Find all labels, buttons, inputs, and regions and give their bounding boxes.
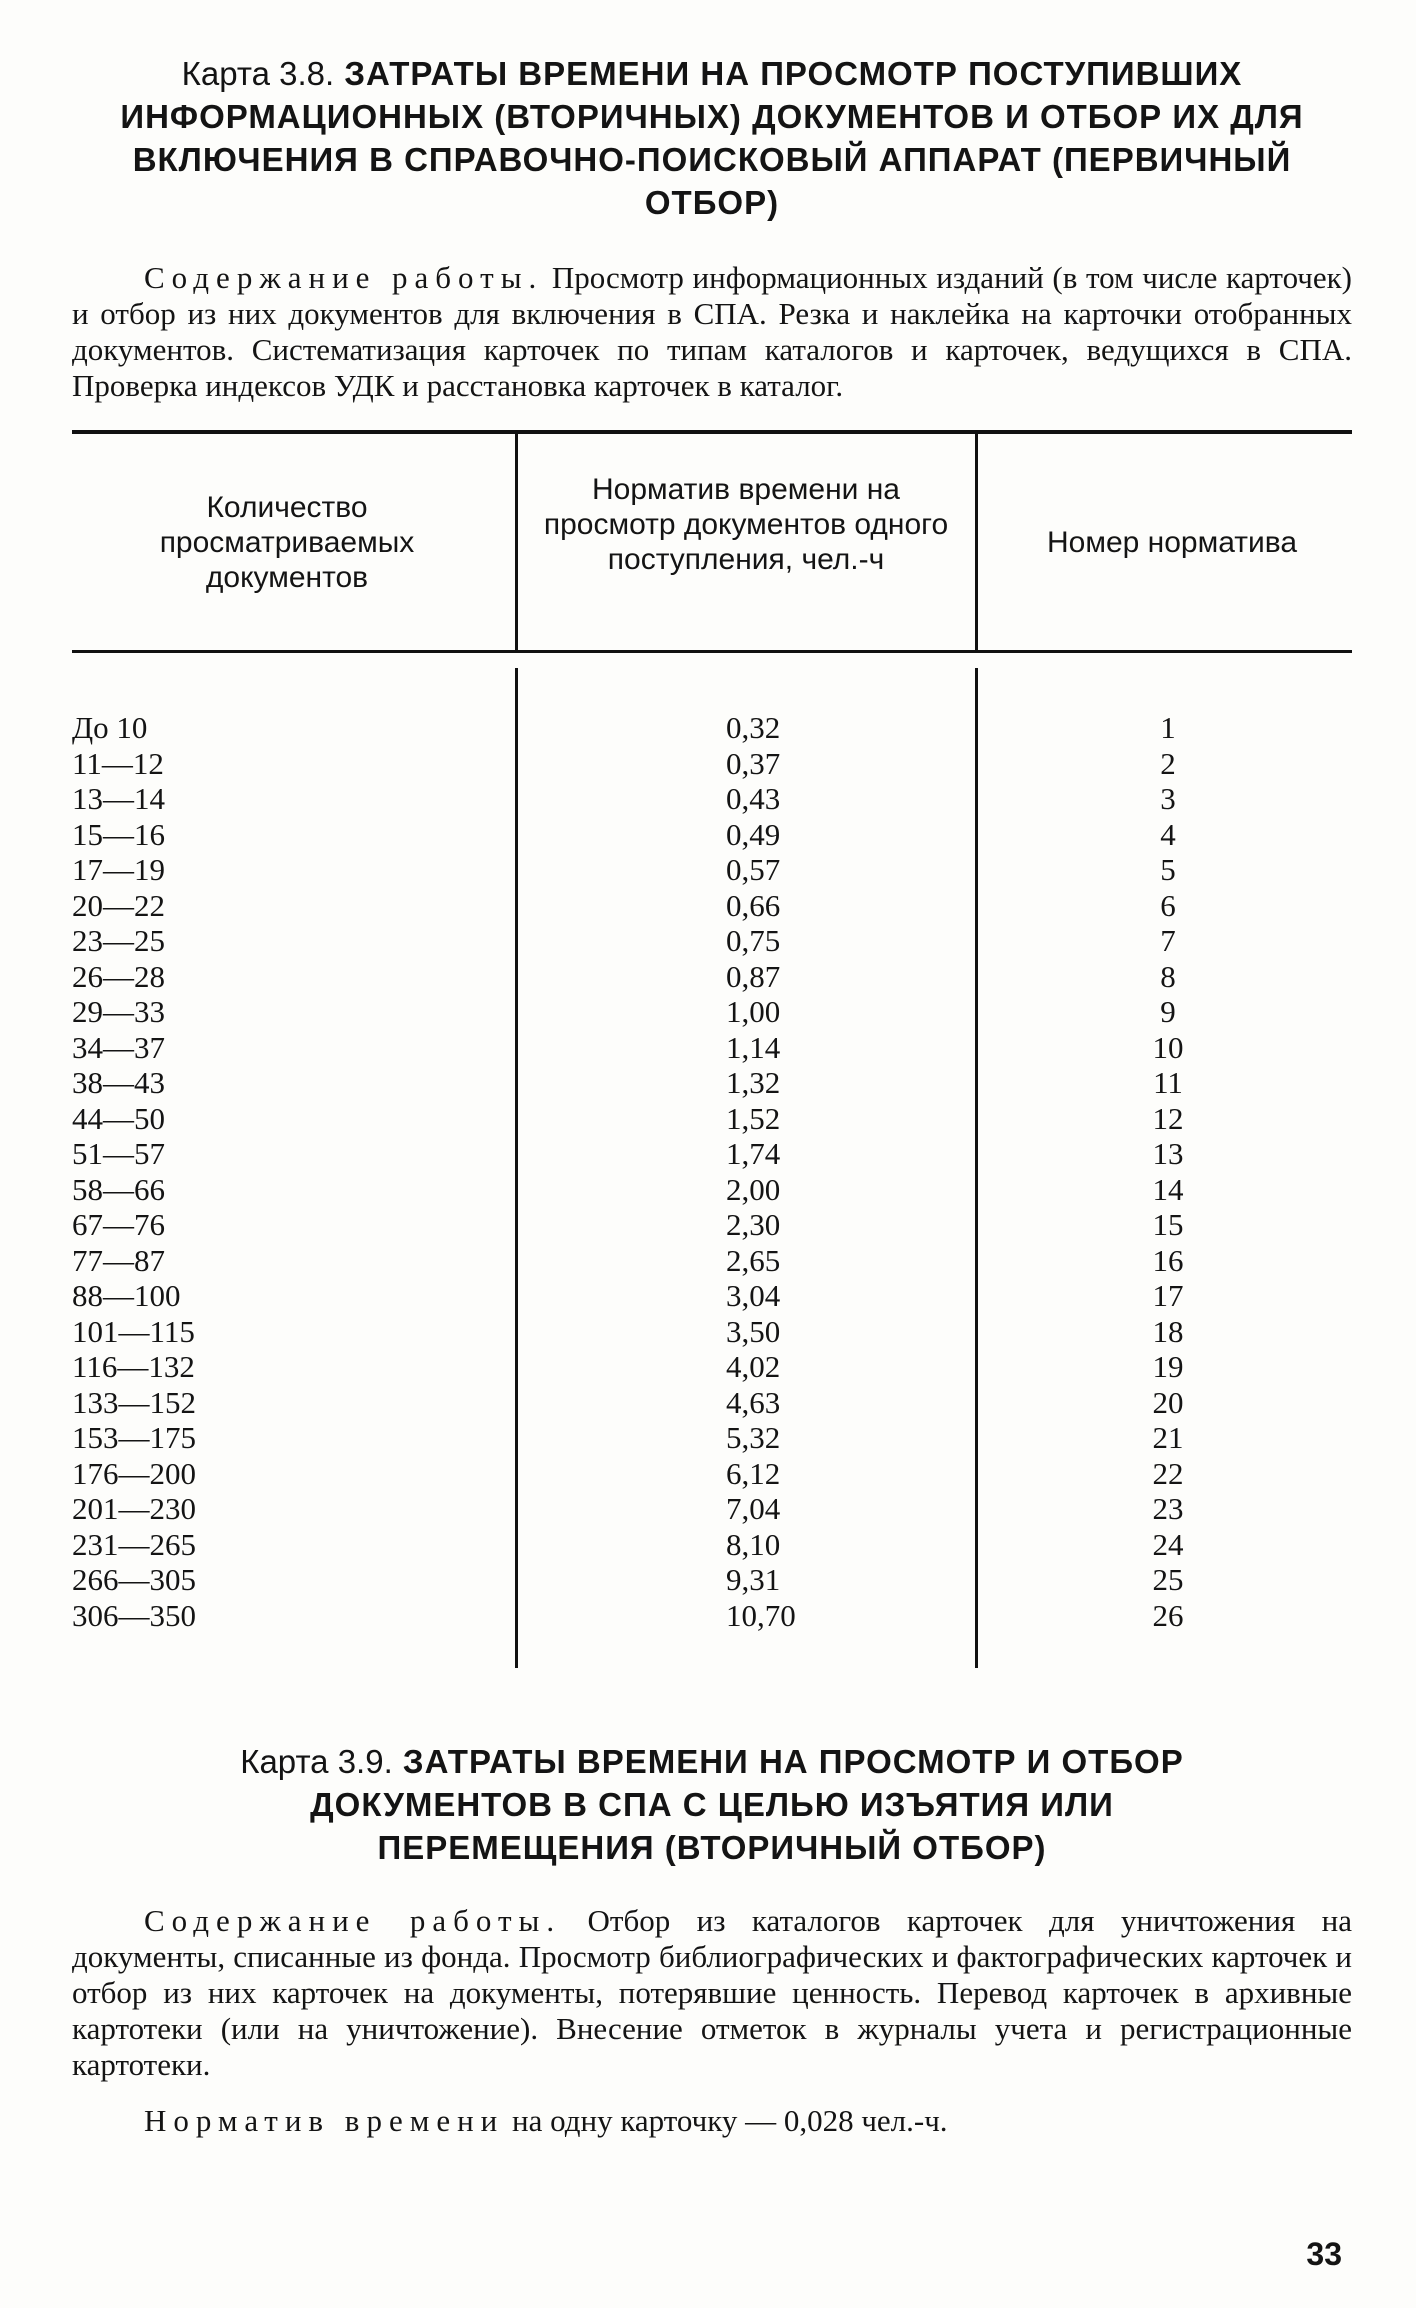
card-3-9-content-label: Содержание работы. — [144, 1903, 562, 1938]
cell-number: 10 — [1152, 1029, 1184, 1065]
cell-range: 77—87 — [72, 1242, 165, 1278]
norms-table — [72, 430, 1352, 1670]
card-3-9-norm-label: Норматив времени — [144, 2103, 505, 2138]
table-row — [72, 1065, 1352, 1101]
cell-norm: 8,10 — [726, 1526, 781, 1562]
card-3-9-norm-text: на одну карточку — 0,028 чел.-ч. — [512, 2103, 948, 2138]
cell-number: 6 — [1160, 887, 1176, 923]
cell-norm: 0,75 — [726, 923, 781, 958]
card-3-9-content-text: Отбор из каталогов карточек для уничтожения на документы, списанные из фонда. Просмотр библиографических и фактографических карточек и отбор из них карточек на документы, потерявшие ценность. Перевод карточек в архивные картотеки (или на уничтожение). Внесение отметок в журналы учета и регистрационные картотеки. — [72, 1903, 1353, 2082]
cell-range: 306—350 — [72, 1597, 196, 1633]
card-3-8-title — [72, 52, 1352, 224]
cell-number: 3 — [1160, 781, 1176, 816]
cell-range: 15—16 — [72, 816, 165, 852]
table-row — [72, 959, 1352, 995]
cell-number: 15 — [1152, 1207, 1184, 1242]
cell-norm: 0,43 — [726, 781, 781, 816]
cell-number: 8 — [1160, 958, 1176, 994]
table-row — [72, 710, 1352, 746]
table-row — [72, 1172, 1352, 1208]
table-row — [72, 1243, 1352, 1279]
cell-number: 14 — [1152, 1171, 1184, 1207]
table-row — [72, 1136, 1352, 1172]
cell-norm: 0,87 — [726, 958, 781, 994]
cell-norm: 1,52 — [726, 1100, 781, 1136]
table-top-rule — [72, 430, 1352, 434]
header-quantity: Количество просматриваемых документов — [159, 491, 415, 594]
cell-number: 11 — [1153, 1065, 1183, 1100]
table-row — [72, 888, 1352, 924]
cell-norm: 3,50 — [726, 1313, 781, 1349]
table-row — [72, 852, 1352, 888]
cell-range: 201—230 — [72, 1491, 196, 1526]
table-row — [72, 1420, 1352, 1456]
header-number: Номер норматива — [1046, 526, 1298, 559]
cell-range: 11—12 — [72, 745, 164, 781]
card-3-9 — [72, 1740, 1352, 2139]
table-row — [72, 781, 1352, 817]
header-norm: Норматив времени на просмотр документов одного поступления, чел.-ч — [543, 473, 949, 576]
cell-number: 18 — [1152, 1313, 1184, 1349]
table-row — [72, 1527, 1352, 1563]
table-row — [72, 1562, 1352, 1598]
cell-range: 17—19 — [72, 852, 165, 887]
cell-norm: 0,37 — [726, 745, 781, 781]
cell-norm: 3,04 — [726, 1278, 781, 1313]
cell-range: 176—200 — [72, 1455, 196, 1491]
cell-norm: 2,65 — [726, 1242, 781, 1278]
table-row — [72, 923, 1352, 959]
cell-range: 231—265 — [72, 1526, 196, 1562]
cell-number: 24 — [1152, 1526, 1184, 1562]
page-number: 33 — [1306, 2236, 1342, 2272]
cell-range: 153—175 — [72, 1420, 196, 1455]
table-row — [72, 1456, 1352, 1492]
cell-number: 7 — [1160, 923, 1176, 958]
cell-number: 2 — [1160, 745, 1176, 781]
table-row — [72, 1278, 1352, 1314]
table-row — [72, 746, 1352, 782]
card-3-9-title-lead: Карта 3.9. — [240, 1743, 393, 1780]
cell-number: 5 — [1160, 852, 1176, 887]
cell-norm: 0,66 — [726, 887, 781, 923]
cell-range: 20—22 — [72, 887, 165, 923]
cell-norm: 1,00 — [726, 994, 781, 1029]
cell-number: 20 — [1152, 1384, 1184, 1420]
cell-number: 19 — [1152, 1349, 1184, 1384]
cell-norm: 10,70 — [726, 1597, 796, 1633]
card-3-9-title-text: ЗАТРАТЫ ВРЕМЕНИ НА ПРОСМОТР И ОТБОР ДОКУМЕНТОВ В СПА С ЦЕЛЬЮ ИЗЪЯТИЯ ИЛИ ПЕРЕМЕЩЕНИЯ (ВТОРИЧНЫЙ ОТБОР) — [310, 1743, 1184, 1866]
cell-range: До 10 — [72, 710, 148, 745]
table-row — [72, 994, 1352, 1030]
cell-range: 51—57 — [72, 1136, 165, 1171]
cell-range: 101—115 — [72, 1313, 195, 1349]
cell-number: 17 — [1152, 1278, 1184, 1313]
cell-range: 26—28 — [72, 958, 165, 994]
table-row — [72, 1314, 1352, 1350]
cell-norm: 9,31 — [726, 1562, 781, 1597]
cell-norm: 6,12 — [726, 1455, 781, 1491]
cell-norm: 5,32 — [726, 1420, 781, 1455]
cell-number: 22 — [1152, 1455, 1184, 1491]
cell-number: 26 — [1152, 1597, 1184, 1633]
page — [72, 52, 1352, 2139]
cell-range: 38—43 — [72, 1065, 165, 1100]
table-row — [72, 1207, 1352, 1243]
cell-range: 88—100 — [72, 1278, 181, 1313]
cell-number: 13 — [1152, 1136, 1184, 1171]
cell-number: 23 — [1152, 1491, 1184, 1526]
header-divider-1 — [515, 434, 518, 650]
cell-norm: 0,32 — [726, 710, 781, 745]
cell-range: 133—152 — [72, 1384, 196, 1420]
table-row — [72, 1101, 1352, 1137]
cell-range: 58—66 — [72, 1171, 165, 1207]
table-body — [72, 710, 1352, 1633]
cell-number: 9 — [1160, 994, 1176, 1029]
cell-norm: 4,02 — [726, 1349, 781, 1384]
cell-norm: 1,32 — [726, 1065, 781, 1100]
cell-range: 44—50 — [72, 1100, 165, 1136]
cell-number: 16 — [1152, 1242, 1184, 1278]
cell-range: 266—305 — [72, 1562, 196, 1597]
cell-number: 4 — [1160, 816, 1176, 852]
cell-number: 12 — [1152, 1100, 1184, 1136]
cell-number: 21 — [1152, 1420, 1184, 1455]
cell-range: 13—14 — [72, 781, 165, 816]
table-row — [72, 817, 1352, 853]
card-3-8-content — [72, 260, 1352, 404]
table-row — [72, 1385, 1352, 1421]
cell-range: 34—37 — [72, 1029, 165, 1065]
cell-norm: 1,74 — [726, 1136, 781, 1171]
cell-range: 23—25 — [72, 923, 165, 958]
cell-range: 67—76 — [72, 1207, 165, 1242]
header-divider-2 — [975, 434, 978, 650]
cell-number: 25 — [1152, 1562, 1184, 1597]
card-3-8-content-text: Просмотр информационных изданий (в том числе карточек) и отбор из них документов для включения в СПА. Резка и наклейка на карточки отобранных документов. Систематизация карточек по типам каталогов и карточек, ведущихся в СПА. Проверка индексов УДК и расстановка карточек в каталог. — [72, 260, 1353, 403]
cell-norm: 0,49 — [726, 816, 781, 852]
cell-number: 1 — [1160, 710, 1176, 745]
cell-range: 29—33 — [72, 994, 165, 1029]
table-row — [72, 1349, 1352, 1385]
card-3-9-norm — [72, 2103, 1352, 2139]
table-header-rule — [72, 650, 1352, 653]
cell-norm: 0,57 — [726, 852, 781, 887]
table-row — [72, 1491, 1352, 1527]
card-3-8-title-lead: Карта 3.8. — [181, 55, 335, 92]
table-row — [72, 1598, 1352, 1634]
cell-norm: 7,04 — [726, 1491, 781, 1526]
card-3-9-content — [72, 1903, 1352, 2083]
card-3-8-title-text: ЗАТРАТЫ ВРЕМЕНИ НА ПРОСМОТР ПОСТУПИВШИХ ИНФОРМАЦИОННЫХ (ВТОРИЧНЫХ) ДОКУМЕНТОВ И ОТБОР ИХ ДЛЯ ВКЛЮЧЕНИЯ В СПРАВОЧНО-ПОИСКОВЫЙ АППАРАТ (ПЕРВИЧНЫЙ ОТБОР) — [120, 55, 1304, 221]
card-3-9-title — [72, 1740, 1352, 1869]
cell-norm: 4,63 — [726, 1384, 781, 1420]
cell-norm: 2,00 — [726, 1171, 781, 1207]
cell-norm: 2,30 — [726, 1207, 781, 1242]
card-3-8-content-label: Содержание работы. — [144, 260, 544, 295]
cell-norm: 1,14 — [726, 1029, 781, 1065]
cell-range: 116—132 — [72, 1349, 195, 1384]
table-row — [72, 1030, 1352, 1066]
